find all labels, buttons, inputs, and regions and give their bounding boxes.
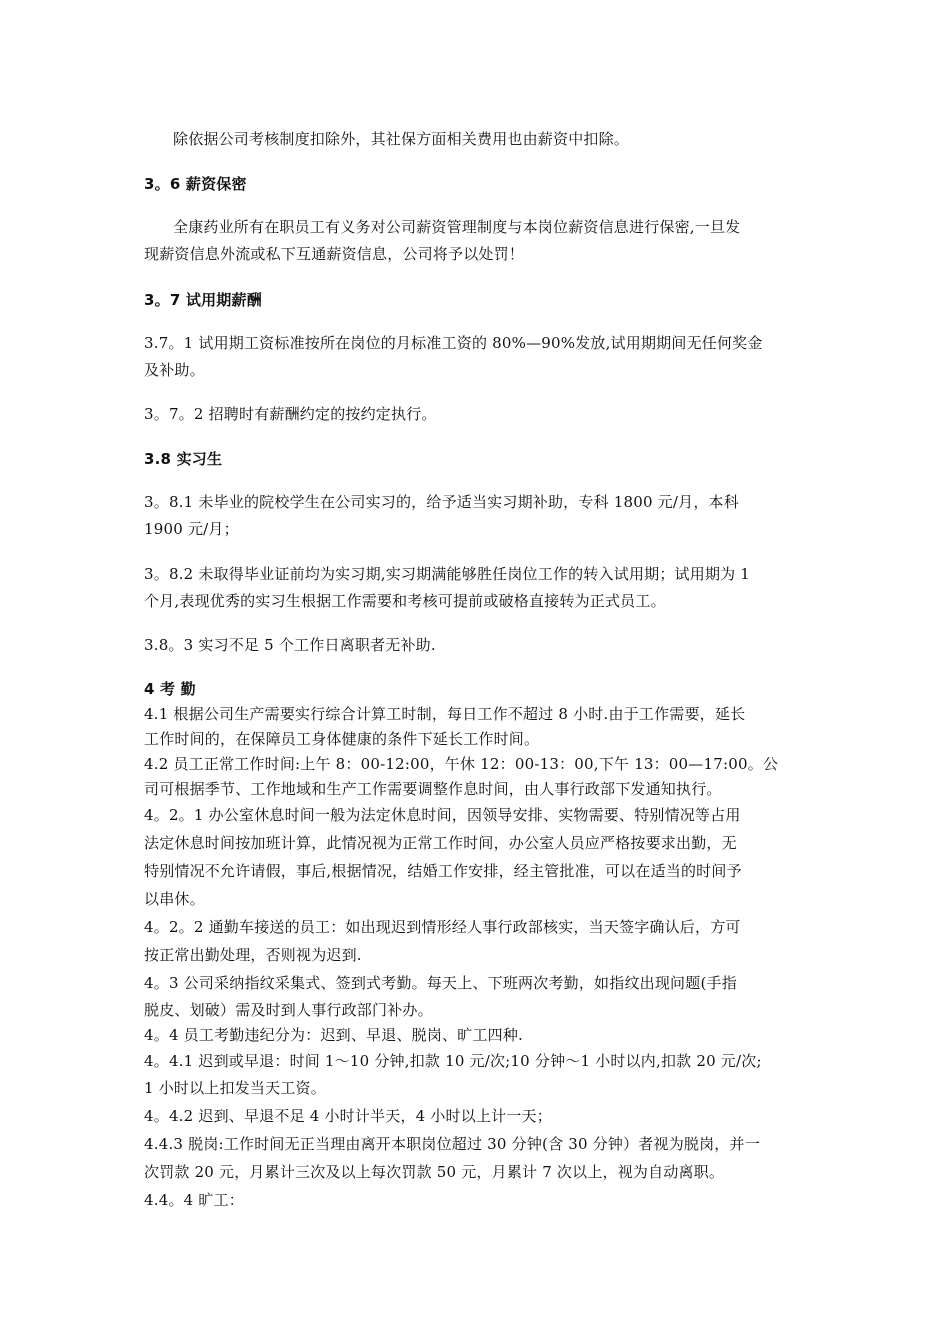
paragraph-line: 4。4 员工考勤违纪分为：迟到、早退、脱岗、旷工四种. — [144, 1026, 524, 1044]
paragraph-line: 4.4。4 旷工： — [144, 1191, 244, 1209]
paragraph-line: 个月,表现优秀的实习生根据工作需要和考核可提前或破格直接转为正式员工。 — [144, 592, 666, 610]
paragraph-line: 法定休息时间按加班计算，此情况视为正常工作时间，办公室人员应严格按要求出勤，无 — [144, 834, 737, 852]
paragraph-line: 以串休。 — [144, 890, 205, 908]
paragraph-line: 4.4.3 脱岗:工作时间无正当理由离开本职岗位超过 30 分钟(含 30 分钟）者视为脱岗，并一 — [144, 1135, 760, 1153]
paragraph-line: 特别情况不允许请假，事后,根据情况，结婚工作安排，经主管批准，可以在适当的时间予 — [144, 862, 742, 880]
paragraph-line: 3。8.2 未取得毕业证前均为实习期,实习期满能够胜任岗位工作的转入试用期；试用期为 1 — [144, 565, 751, 583]
paragraph-line: 及补助。 — [144, 361, 205, 379]
section-heading: 3.8 实习生 — [144, 450, 223, 468]
paragraph-line: 3。8.1 未毕业的院校学生在公司实习的，给予适当实习期补助，专科 1800 元/月，本科 — [144, 493, 739, 511]
section-heading: 3。6 薪资保密 — [144, 175, 247, 193]
paragraph-line: 3。7。2 招聘时有薪酬约定的按约定执行。 — [144, 405, 437, 423]
paragraph-line: 工作时间的，在保障员工身体健康的条件下延长工作时间。 — [144, 730, 540, 748]
paragraph-line: 3.8。3 实习不足 5 个工作日离职者无补助. — [144, 636, 436, 654]
paragraph-line: 4。4.2 迟到、早退不足 4 小时计半天，4 小时以上计一天； — [144, 1107, 552, 1125]
paragraph-line: 4。2。2 通勤车接送的员工：如出现迟到情形经人事行政部核实，当天签字确认后，方可 — [144, 918, 741, 936]
paragraph-line: 除依据公司考核制度扣除外，其社保方面相关费用也由薪资中扣除。 — [173, 130, 630, 148]
section-heading: 4 考 勤 — [144, 680, 196, 698]
paragraph-line: 现薪资信息外流或私下互通薪资信息，公司将予以处罚！ — [144, 245, 525, 263]
paragraph-line: 1 小时以上扣发当天工资。 — [144, 1079, 326, 1097]
paragraph-line: 脱皮、划破）需及时到人事行政部门补办。 — [144, 1001, 433, 1019]
paragraph-line: 4。2。1 办公室休息时间一般为法定休息时间，因领导安排、实物需要、特别情况等占用 — [144, 806, 741, 824]
paragraph-line: 按正常出勤处理，否则视为迟到. — [144, 946, 362, 964]
paragraph-line: 4。3 公司采纳指纹采集式、签到式考勤。每天上、下班两次考勤，如指纹出现问题(手指 — [144, 974, 737, 992]
paragraph-line: 4.2 员工正常工作时间:上午 8：00-12:00，午休 12：00-13：00,下午 13：00—17:00。公 — [144, 755, 779, 773]
paragraph-line: 1900 元/月； — [144, 520, 239, 538]
paragraph-line: 次罚款 20 元，月累计三次及以上每次罚款 50 元，月累计 7 次以上，视为自动离职。 — [144, 1163, 725, 1181]
section-heading: 3。7 试用期薪酬 — [144, 291, 262, 309]
paragraph-line: 4。4.1 迟到或早退：时间 1～10 分钟,扣款 10 元/次;10 分钟～1 小时以内,扣款 20 元/次; — [144, 1052, 762, 1070]
paragraph-line: 司可根据季节、工作地域和生产工作需要调整作息时间，由人事行政部下发通知执行。 — [144, 780, 722, 798]
paragraph-line: 4.1 根据公司生产需要实行综合计算工时制，每日工作不超过 8 小时.由于工作需要，延长 — [144, 705, 746, 723]
paragraph-line: 3.7。1 试用期工资标准按所在岗位的月标准工资的 80%—90%发放,试用期期间无任何奖金 — [144, 334, 763, 352]
paragraph-line: 全康药业所有在职员工有义务对公司薪资管理制度与本岗位薪资信息进行保密,一旦发 — [173, 218, 741, 236]
